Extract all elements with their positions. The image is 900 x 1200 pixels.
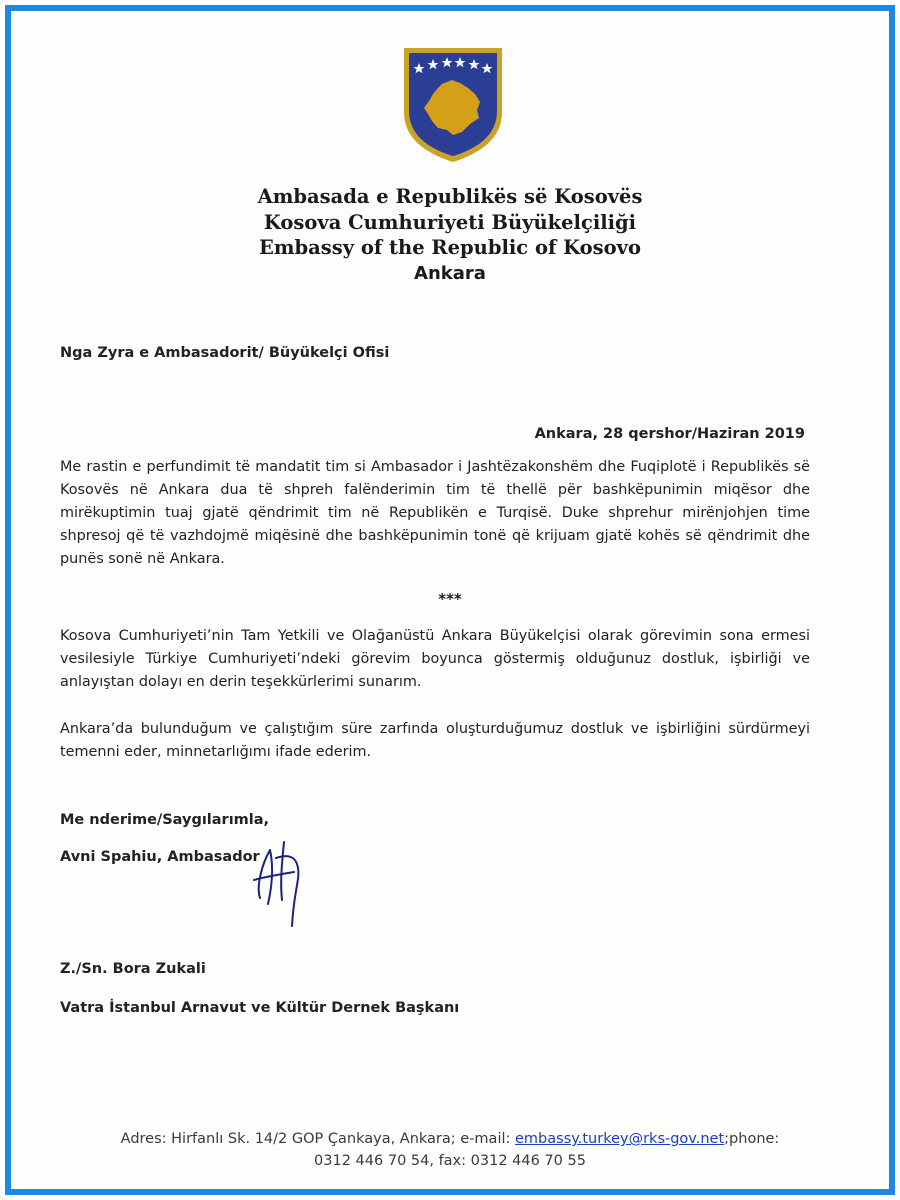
sender-office: Nga Zyra e Ambasadorit/ Büyükelçi Ofisi [60, 345, 390, 361]
embassy-letterhead [0, 184, 900, 286]
footer-email-link[interactable]: embassy.turkey@rks-gov.net [515, 1131, 725, 1147]
paragraph-turkish-1: Kosova Cumhuriyeti’nin Tam Yetkili ve Olağanüstü Ankara Büyükelçisi olarak görevimin sona ermesi vesilesiyle Türkiye Cumhuriyeti’ndeki görevim boyunca göstermiş olduğunuz dostluk, işbirliği ve anlayıştan dolayı en derin teşekkürlerimi sunarım. [60, 628, 810, 690]
signer-name: Avni Spahiu, Ambasador [60, 849, 260, 865]
letterhead-turkish: Kosova Cumhuriyeti Büyükelçiliği [263, 210, 637, 234]
recipient-organization: Vatra İstanbul Arnavut ve Kültür Dernek Başkanı [60, 1000, 460, 1016]
letterhead-city: Ankara [414, 262, 486, 284]
paragraph-albanian: Me rastin e perfundimit të mandatit tim si Ambasador i Jashtëzakonshëm dhe Fuqiplotë i Republikës së Kosovës në Ankara dua të shpreh falënderimin tim të thellë për bashkëpunimin miqësor dhe mirëkuptimin tuaj gjatë qëndrimit tim në Republikën e Turqisë. Duke shprehur mirënjohjen time shpresoj që të vazhdojmë miqësinë dhe bashkëpunimin tonë që krijuam gjatë kohës së qëndrimit dhe punës sonë në Ankara. [60, 459, 810, 567]
handwritten-signature [248, 828, 326, 928]
closing-salutation: Me nderime/Saygılarımla, [60, 812, 270, 828]
paragraph-turkish-2: Ankara’da bulunduğum ve çalıştığım süre zarfında oluşturduğumuz dostluk ve işbirliğini sürdürmeyi temenni eder, minnetarlığımı ifade ederim. [60, 721, 810, 760]
footer-phone-fax: 0312 446 70 54, fax: 0312 446 70 55 [314, 1153, 586, 1169]
footer-address-line [0, 1128, 900, 1150]
letterhead-english: Embassy of the Republic of Kosovo [259, 236, 641, 259]
footer-phone-label: ;phone: [724, 1131, 780, 1147]
recipient-name: Z./Sn. Bora Zukali [60, 961, 206, 977]
kosovo-coat-of-arms-icon [398, 42, 508, 164]
footer-address: Adres: Hirfanlı Sk. 14/2 GOP Çankaya, Ankara; e-mail: [120, 1131, 515, 1147]
letter-footer [0, 1128, 900, 1172]
letter-date: Ankara, 28 qershor/Haziran 2019 [534, 426, 805, 442]
section-separator: *** [438, 590, 462, 608]
letterhead-albanian: Ambasada e Republikës së Kosovës [257, 185, 643, 208]
